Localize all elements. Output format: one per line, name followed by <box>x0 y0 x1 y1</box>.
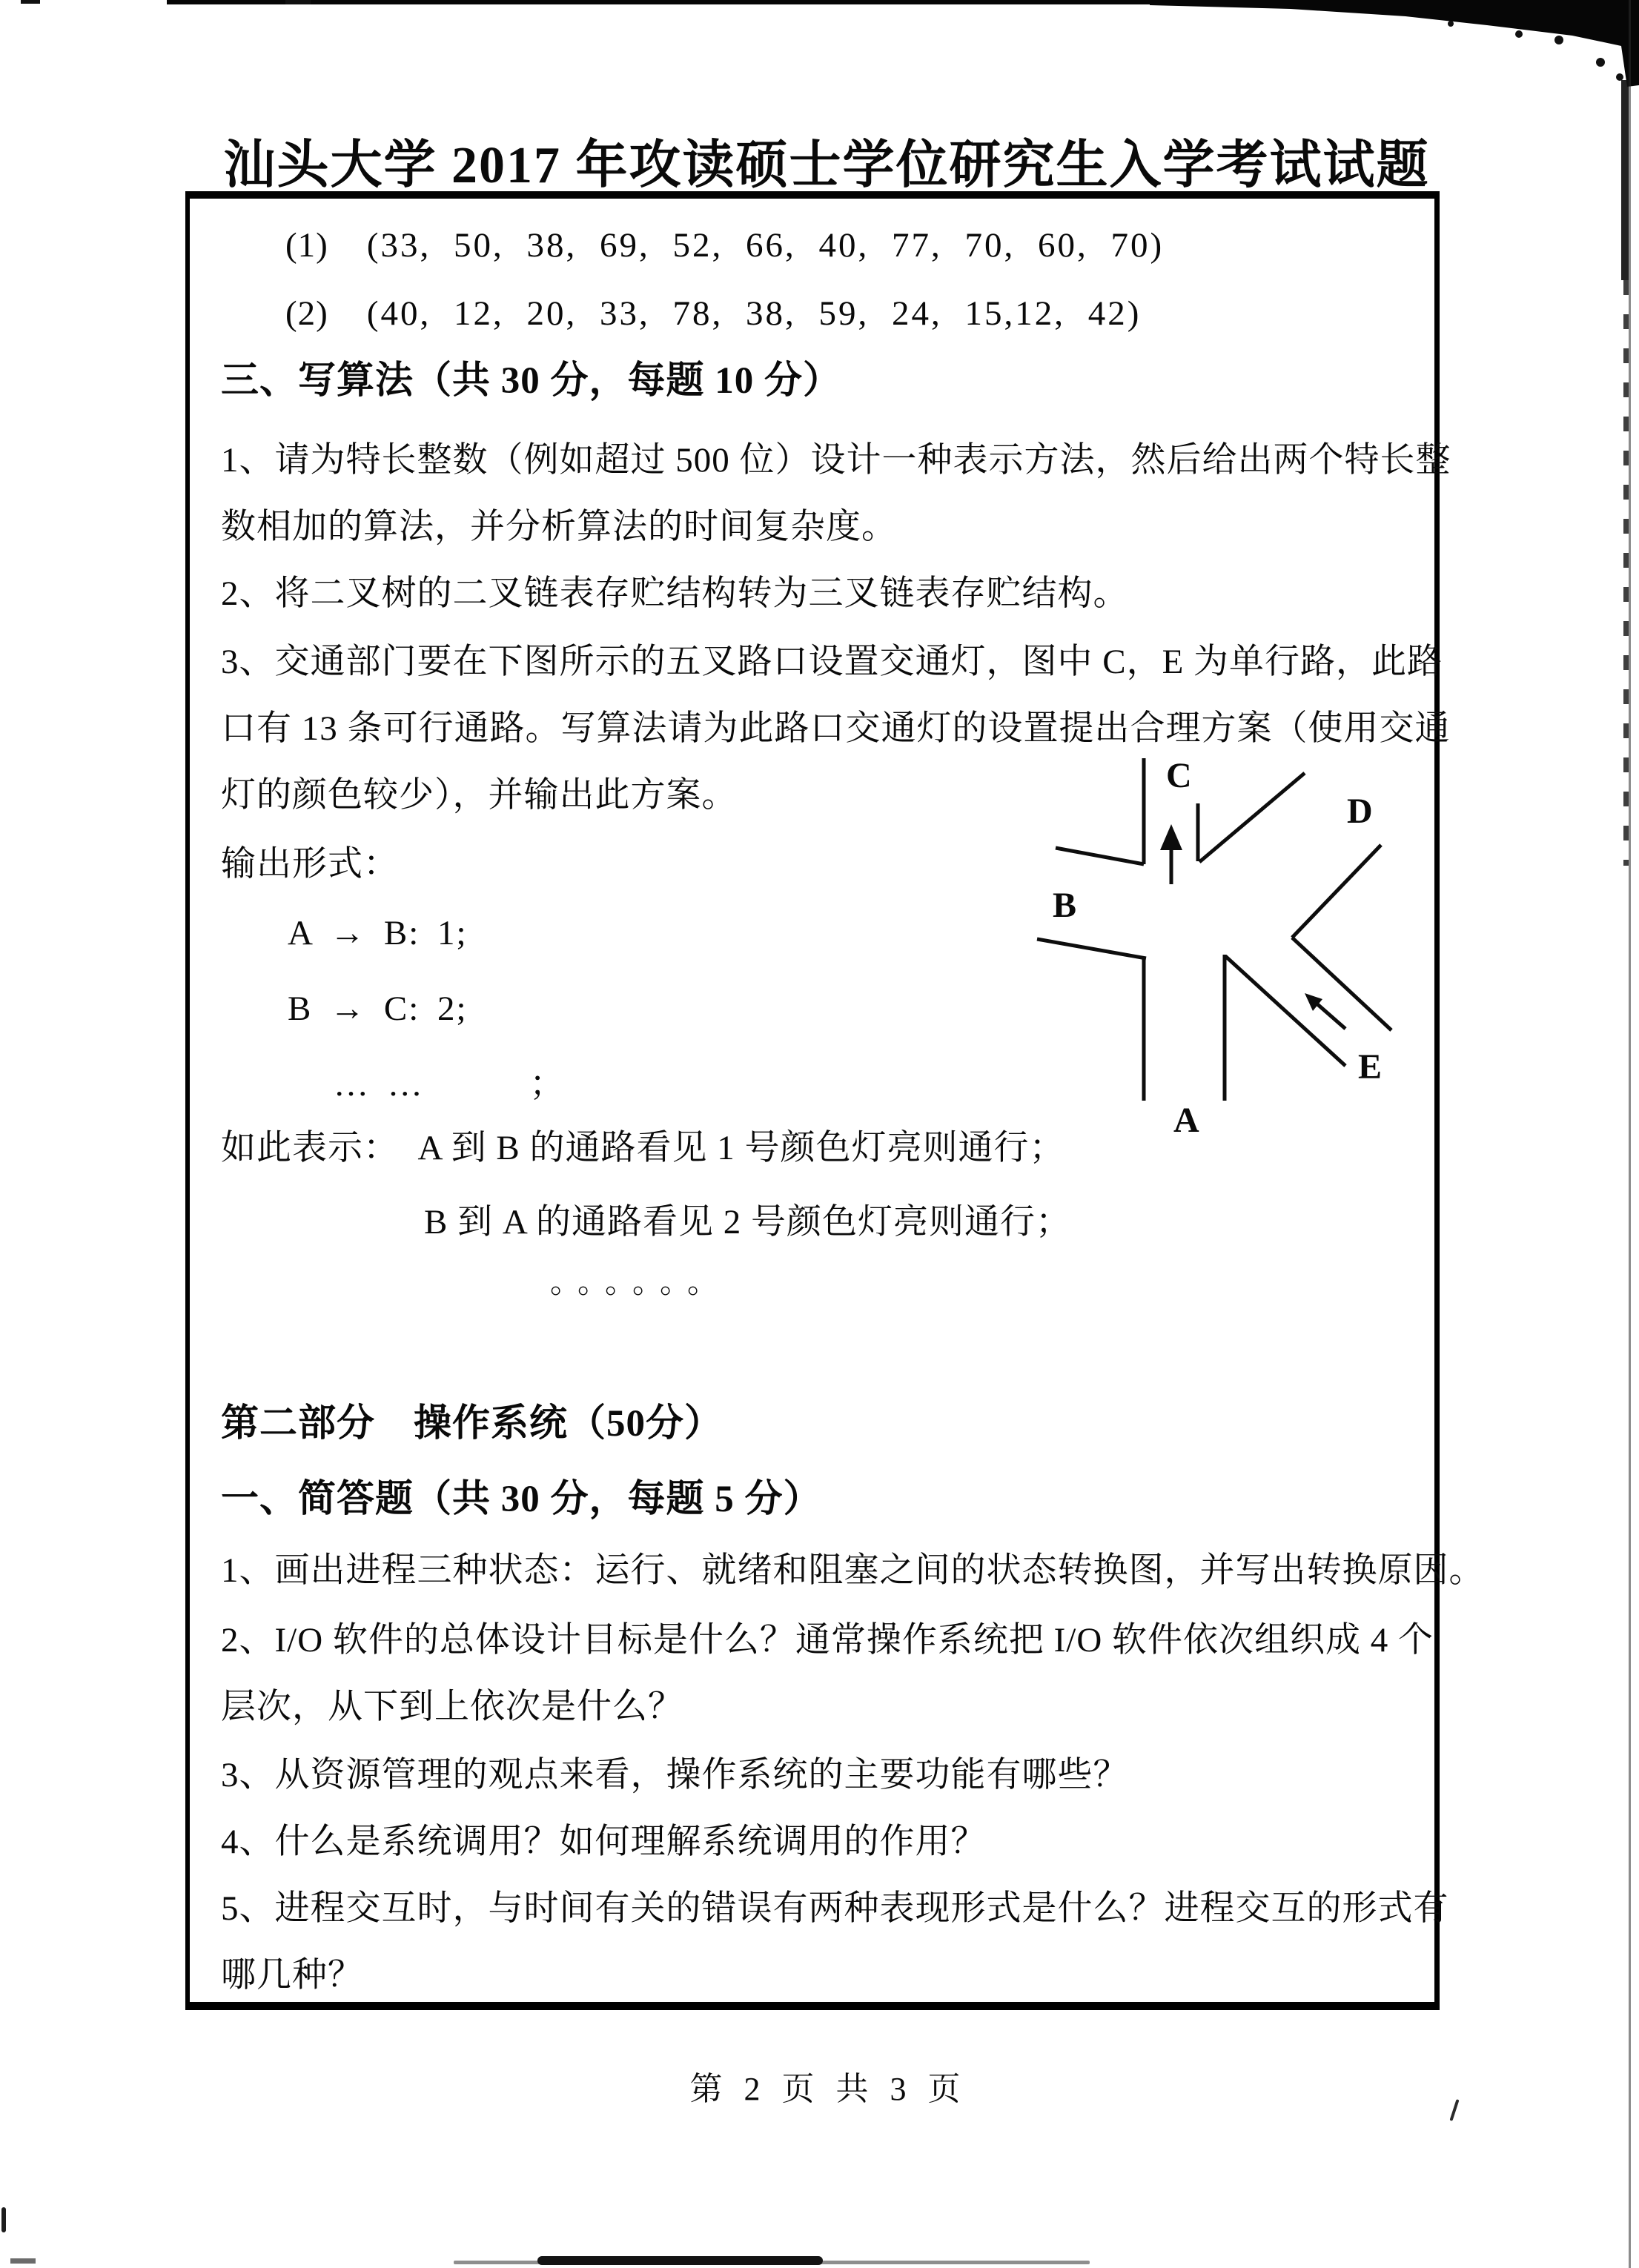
page-number-footer: 第 2 页 共 3 页 <box>689 2071 964 2107</box>
road-b-bottom-edge <box>1037 939 1146 958</box>
sequence-row-2 <box>285 291 1141 336</box>
road-label-d: D <box>1347 792 1373 831</box>
sequence-1-values: (33, 50, 38, 69, 52, 66, 40, 77, 70, 60, 70) <box>366 226 1165 265</box>
scan-bottom-left-mark <box>10 2258 36 2264</box>
scan-left-tick <box>1 2207 6 2232</box>
scan-speck <box>21 0 40 4</box>
question3-line1: 3、交通部门要在下图所示的五叉路口设置交通灯，图中 C，E 为单行路，此路 <box>221 643 1443 681</box>
ellipsis-circles: 。。。。。。 <box>550 1266 731 1300</box>
road-b-top-edge <box>1056 848 1144 864</box>
os-question5-line2: 哪几种？ <box>221 1956 363 1995</box>
part2-section1-heading: 一、简答题（共 30 分，每题 5 分） <box>221 1479 822 1520</box>
road-label-c: C <box>1166 756 1192 795</box>
five-way-intersection-diagram <box>1023 750 1408 1143</box>
page-title: 汕头大学 2017 年攻读硕士学位研究生入学考试试题 <box>223 137 1430 194</box>
scan-right-hairline <box>1629 0 1631 2268</box>
scan-right-streak <box>1621 80 1629 280</box>
output-example-1: A → B: 1; <box>288 914 468 952</box>
os-question4: 4、什么是系统调用？如何理解系统调用的作用？ <box>221 1823 987 1861</box>
question1-line1: 1、请为特长整数（例如超过 500 位）设计一种表示方法，然后给出两个特长整 <box>221 441 1451 480</box>
question2: 2、将二叉树的二叉链表存贮结构转为三叉链表存贮结构。 <box>221 574 1129 613</box>
part2-heading: 第二部分 操作系统（50分） <box>221 1403 724 1445</box>
scan-speck <box>285 0 311 4</box>
explanation-line1: 如此表示： A 到 B 的通路看见 1 号颜色灯亮则通行； <box>221 1129 1065 1167</box>
output-example-ellipsis: … … ； <box>334 1065 566 1104</box>
os-question5-line1: 5、进程交互时，与时间有关的错误有两种表现形式是什么？进程交互的形式有 <box>221 1889 1449 1928</box>
section3-heading: 三、写算法（共 30 分，每题 10 分） <box>221 360 842 402</box>
os-question1: 1、画出进程三种状态：运行、就绪和阻塞之间的状态转换图，并写出转换原因。 <box>221 1551 1485 1590</box>
sequence-1-label: (1) <box>285 226 328 265</box>
question3-line2: 口有 13 条可行通路。写算法请为此路口交通灯的设置提出合理方案（使用交通 <box>221 709 1451 748</box>
output-format-label: 输出形式： <box>221 845 399 883</box>
road-label-e: E <box>1358 1047 1383 1087</box>
sequence-row-1 <box>285 222 1164 268</box>
road-label-b: B <box>1053 886 1077 925</box>
one-way-arrow-e-shaft <box>1316 1003 1345 1029</box>
question1-line2: 数相加的算法，并分析算法的时间复杂度。 <box>221 508 897 546</box>
sequence-2-values: (40, 12, 20, 33, 78, 38, 59, 24, 15,12, 42) <box>366 294 1142 333</box>
scan-right-streak-dashes <box>1623 280 1629 866</box>
os-question2-line2: 层次，从下到上依次是什么？ <box>221 1688 683 1726</box>
road-label-a: A <box>1173 1101 1199 1140</box>
explanation-line2: B 到 A 的通路看见 2 号颜色灯亮则通行； <box>424 1203 1071 1241</box>
output-example-2: B → C: 2; <box>288 989 468 1028</box>
question3-line3: 灯的颜色较少），并输出此方案。 <box>221 776 738 815</box>
scan-corner-artifact <box>1105 0 1639 104</box>
road-d-upper-edge <box>1199 773 1305 862</box>
scan-bottom-smudge-dark <box>537 2256 823 2265</box>
road-d-lower-edge <box>1292 845 1381 938</box>
os-question3: 3、从资源管理的观点来看，操作系统的主要功能有哪些？ <box>221 1756 1129 1794</box>
road-e-right-edge <box>1292 938 1391 1030</box>
one-way-arrow-c-head <box>1160 824 1182 850</box>
sequence-2-label: (2) <box>285 294 328 333</box>
os-question2-line1: 2、I/O 软件的总体设计目标是什么？通常操作系统把 I/O 软件依次组织成 4 个 <box>221 1621 1434 1659</box>
